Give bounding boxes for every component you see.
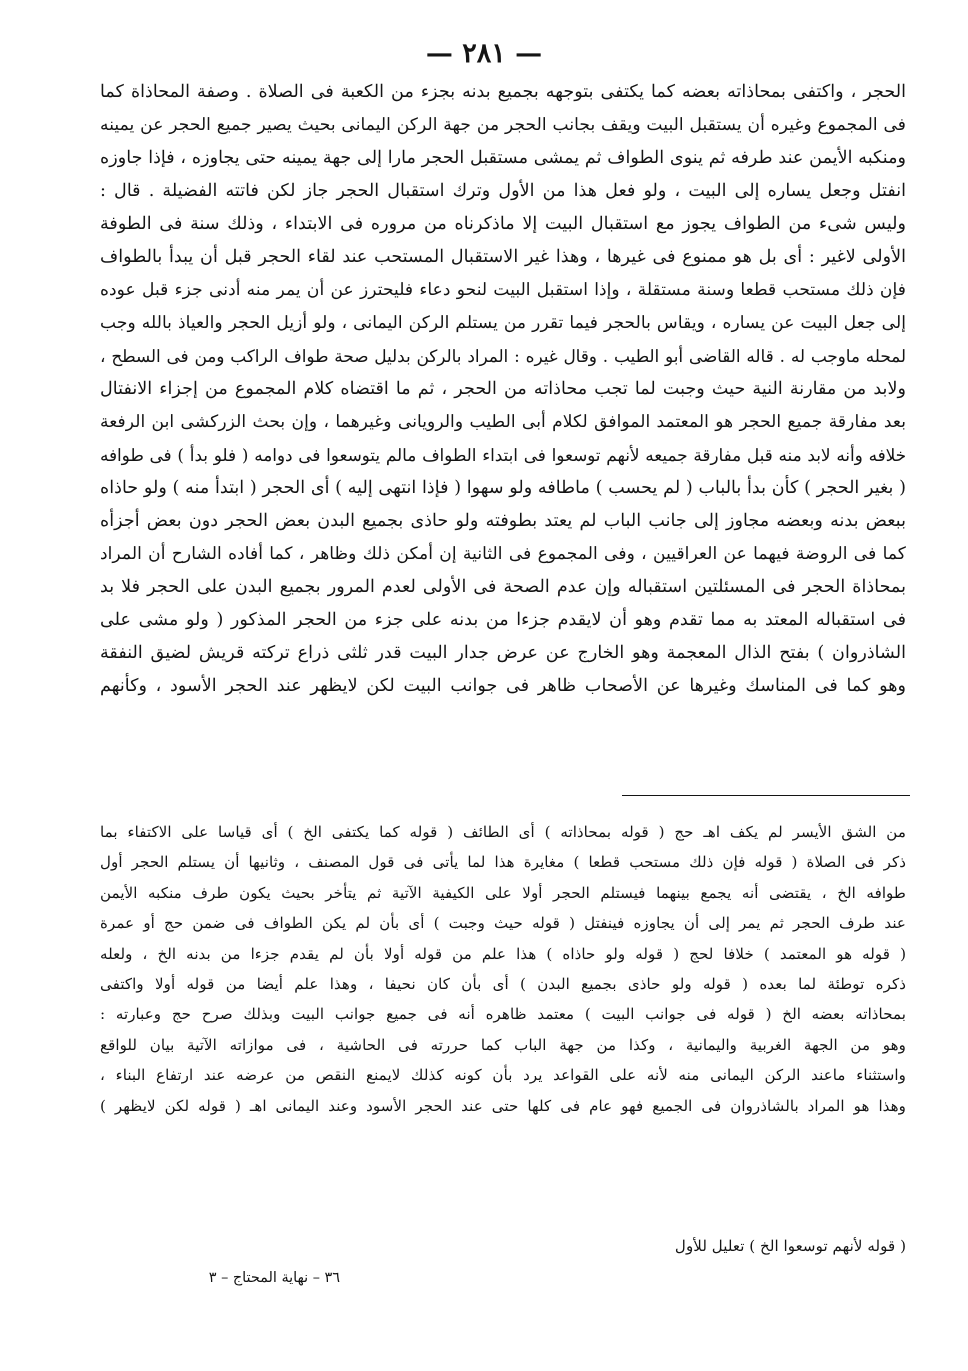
main-line: لمحله ماوجب له . قاله القاضى أبو الطيب . وقال غيره : المراد بالركن بدليل صحة طواف الراكب ومن فى السطح ،: [100, 346, 906, 366]
main-line: ومنكبه الأيمن عند طرفه ثم ينوى الطواف ثم يمشى مستقبل الحجر مارا إلى جهة يمينه حتى يجاوزه ، فإذا جاوزه: [100, 148, 906, 168]
footnote-line: من الشق الأيسر لم يكف اهـ حج ( قوله بمحاذاته ) أى الطائف ( قوله كما يكتفى الخ ) أى قياسا على الاكتفاء بما: [100, 823, 906, 841]
footnote-line: وهذا هو المراد بالشاذروان فى الجميع فهو عام فى كلها حتى عند الحجر الأسود وعند اليمانى اهـ ( قوله لكن لايظهر ): [100, 1096, 906, 1115]
main-line: ببعض بدنه وبعضه مجاوز إلى جانب الباب لم يعتد بطوفته ولو حاذى بجميع البدن بعض الحجر دون بعض أجزأه: [100, 511, 906, 531]
main-line: بعد مفارقة جميع الحجر هو المعتمد الموافق لكلام أبى الطيب والرويانى وغيرهما ، وإن بحث الزركشى ابن الرفعة: [100, 412, 906, 432]
main-line: إلى جعل البيت عن يساره ، ويقاس بالحجر فيما تقرر من يستلم الركن اليمانى ، ولو أزيل الحجر والعياذ بالله وجب: [100, 313, 906, 333]
main-line: خلافه وأنه لابد منه قبل مفارقة جميعه لأنهم توسعوا فى ابتداء الطواف مالم يتوسعوا فى دوامه ( فلو بدأ ) فى طوافه: [100, 445, 906, 465]
main-line: فى استقباله المعتد به مما تقدم وهو أن لايقدم جزءا من بدنه على جزء من الحجر المذكور ( ولو مشى على: [100, 610, 906, 630]
footnote-line: وهو من الجهة الغربية واليمانية ، وكذا من جهة الباب كما حررته فى الحاشية ، فى موازاته الآتية بيان للواقع: [100, 1035, 906, 1054]
main-line: وليس شىء من الطواف يجوز مع استقبال البيت إلا ماذكرناه من مروره فى الابتداء ، وذلك سنة فى الطوفة: [100, 214, 906, 234]
separate-footnote: ( قوله لأنهم توسعوا الخ ) تعليل للأول: [674, 1237, 906, 1255]
main-line: فإن ذلك مستحب قطعا وسنة مستقلة ، وإذا استقبل البيت لنحو دعاء فليحترز عن أن يمر منه أدنى جزء قبل عوده: [100, 280, 906, 300]
main-line: ( بغير الحجر ) كأن بدأ بالباب ( لم يحسب ) ماطافه ولو سهوا ( فإذا انتهى إليه ) أى الحجر ( ابتدأ منه ) ولو حاذاه: [100, 478, 906, 498]
footnote-line: واستثناء ماعند الركن اليمانى منه لأنه على القواعد يرد بأن كونه كذلك لايمنع النقص من عرضه عند ارتفاع البناء ،: [100, 1066, 906, 1085]
footnotes: [100, 817, 906, 1121]
footnote-line: ( قوله هو المعتمد ) خلافا لحج ( قوله ولو حاذاه ) هذا علم من قوله أولا بأن لم يقدم جزءا من بدنه الخ ، ولعله: [100, 944, 906, 963]
main-text: [100, 76, 906, 703]
signature-mark: ٣٦ – نهاية المحتاج – ٣: [208, 1270, 340, 1286]
page-number: — ٢٨١ —: [425, 38, 543, 69]
main-line: ولابد من مقارنة النية حيث وجبت لما تجب محاذاته من الحجر ، ثم ما اقتضاه كلام المجموع من إجزاء الانفتال: [100, 379, 906, 399]
main-line: فى المجموع وغيره أن يستقبل البيت ويقف بجانب الحجر من جهة الركن اليمانى بحيث يصير جميع الحجر عن يمينه: [100, 115, 906, 135]
main-line: الحجر ، واكتفى بمحاذاته بعضه كما يكتفى بتوجهه بجميع بدنه بجزء من الكعبة فى الصلاة . وصفة المحاذاة كما: [100, 82, 906, 102]
footnote-line: ذكر فى الصلاة ( قوله فإن ذلك مستحب قطعا ) مغايرة هذا لما يأتى فى قول المصنف ، وثانيها أن يستلم الحجر أول: [100, 853, 906, 872]
main-line: بمحاذاة الحجر فى المسئلتين استقباله وإن عدم الصحة فى الأولى لعدم المرور بجميع البدن على الحجر فلا بد: [100, 577, 906, 597]
footnote-line: بمحاذاته بعضه الخ ( قوله فى جوانب البيت ) معتمد ظاهره أنه فى جميع جوانب البيت وبذلك صرح حج وعبارته :: [100, 1005, 906, 1024]
footnote-divider: [622, 795, 910, 796]
footnote-line: ذكره توطئة لما بعده ( قوله ولو حاذى بجميع البدن ) أى بأن كان نحيفا ، وهذا علم أيضا من قوله أولا واكتفى: [100, 974, 906, 993]
main-line: انفتل وجعل يساره إلى البيت ، ولو فعل هذا من الأول وترك استقبال الحجر جاز لكن فاتته الفضيلة . قال :: [100, 181, 906, 201]
main-line: وهو كما فى المناسك وغيرها عن الأصحاب ظاهر فى جوانب البيت لكن لايظهر عند الحجر الأسود ، وكأنهم: [100, 676, 906, 696]
footnote-line: عند طرف الحجر ثم يمر إلى أن يجاوزه فينفتل ( قوله حيث وجبت ) أى بأن لم يكن الطواف فى ضمن حج أو عمرة: [100, 914, 906, 933]
main-line: كما فى الروضة فيهما عن العراقيين ، وفى المجموع فى الثانية إن أمكن ذلك وظاهر ، كما أفاده الشارح أن المراد: [100, 544, 906, 564]
footnote-line: طوافه الخ ، يقتضى أنه يجمع بينهما فيستلم الحجر أولا على الكيفية الآتية ثم يتأخر بحيث يكون طرف منكبه الأيمن: [100, 883, 906, 902]
main-line: الشاذروان ) بفتح الذال المعجمة وهو الخارج عن عرض جدار البيت قدر ثلثى ذراع تركته قريش لضيق النفقة: [100, 643, 906, 663]
main-line: الأولى لاغير : أى بل هو ممنوع فى غيرها ، وهذا غير الاستقبال المستحب عند لقاء الحجر قبل أن يبدأ بالطواف: [100, 247, 906, 267]
